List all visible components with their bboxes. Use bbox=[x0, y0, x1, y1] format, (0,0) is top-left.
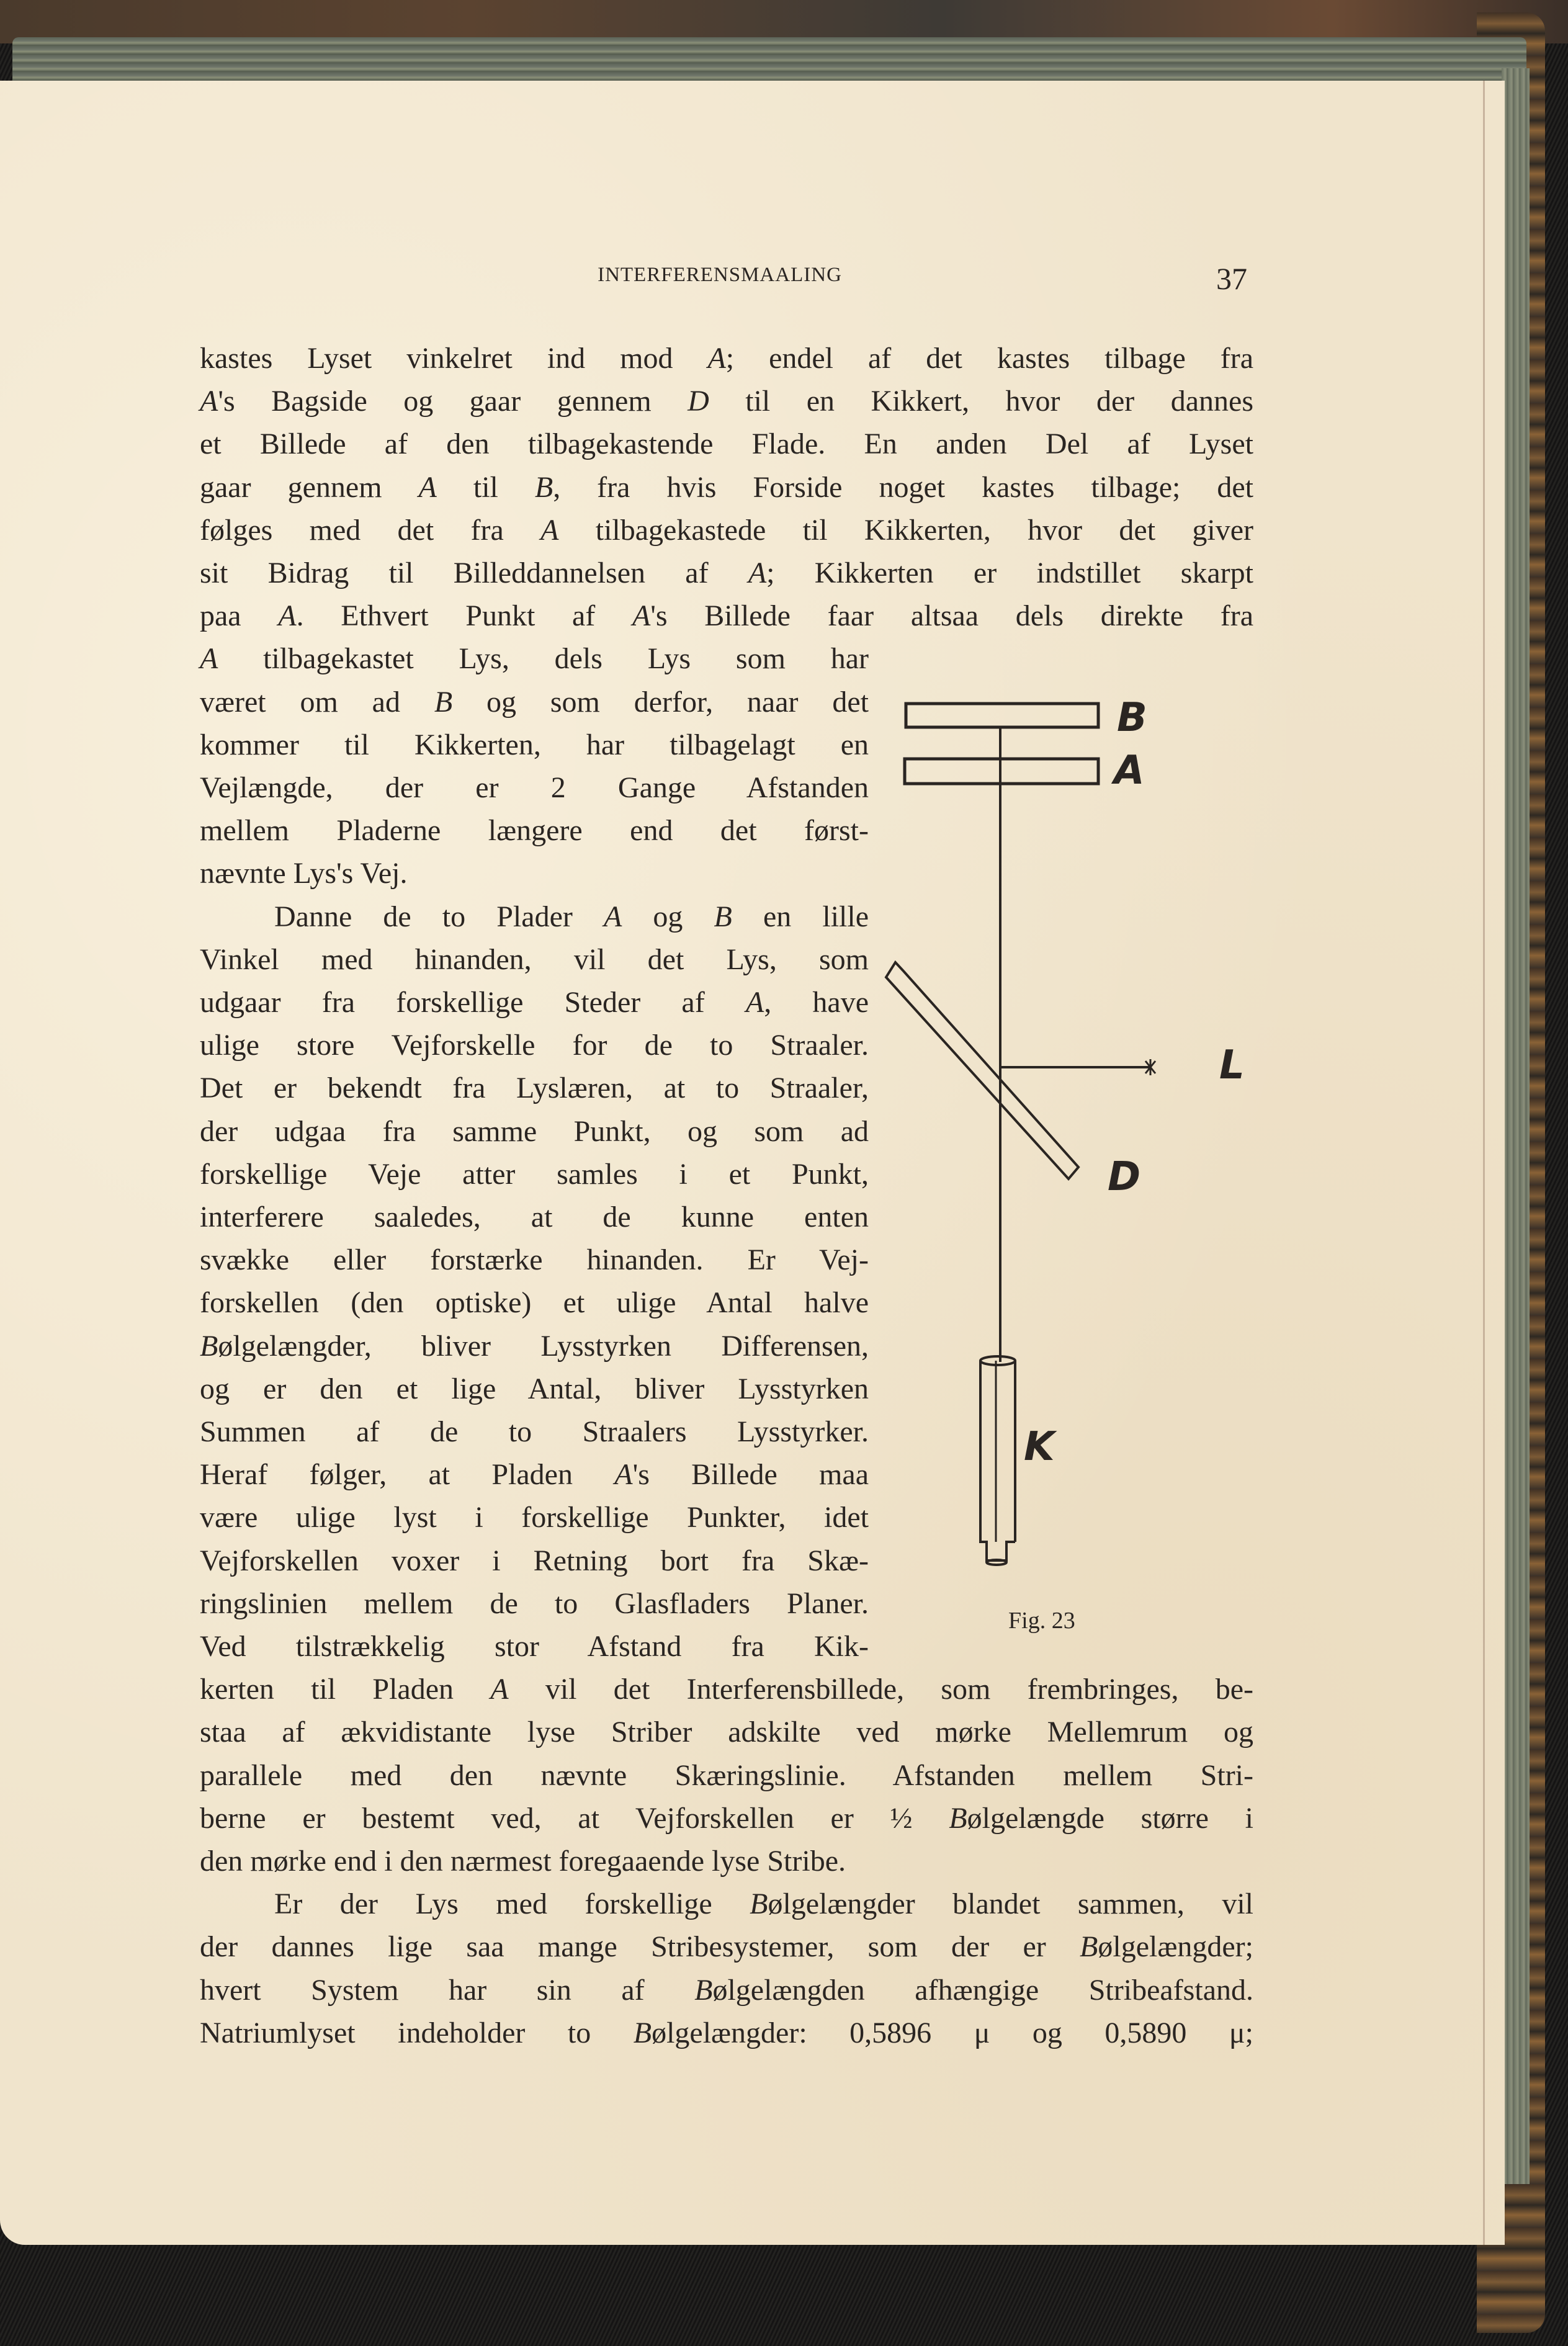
text-line: staa af ækvidistante lyse Striber adskilte ved mørke Mellemrum og bbox=[200, 1716, 1253, 1749]
symbol-a: A bbox=[745, 986, 764, 1019]
label-telescope: K bbox=[1024, 1424, 1055, 1470]
text-line: forskellen (den optiske) et ulige Antal halve bbox=[200, 1286, 869, 1320]
text-line: Danne de to Plader A og B en lille bbox=[274, 900, 869, 933]
text-line: sit Bidrag til Billeddannelsen af A; Kikkerten er indstillet skarpt bbox=[200, 557, 1254, 589]
text-line: Heraf følger, at Pladen A's Billede maa bbox=[200, 1458, 869, 1492]
text-line: der dannes lige saa mange Stribesystemer, som der er Bølgelængder; bbox=[200, 1930, 1253, 1964]
symbol-b: B bbox=[694, 1973, 713, 2007]
text-line: være ulige lyst i forskellige Punkter, idet bbox=[200, 1501, 869, 1534]
symbol-a: A bbox=[540, 513, 559, 547]
symbol-a: A bbox=[632, 599, 651, 633]
text-line: A's Bagside og gaar gennem D til en Kikkert, hvor der dannes bbox=[200, 385, 1253, 418]
text-line: forskellige Veje atter samles i et Punkt, bbox=[200, 1157, 869, 1191]
text-line: parallele med den nævnte Skæringslinie. Afstanden mellem Stri- bbox=[200, 1758, 1253, 1792]
text-line: Bølgelængder, bliver Lysstyrken Differensen, bbox=[200, 1329, 869, 1363]
symbol-a: A bbox=[200, 385, 218, 418]
page-number: 37 bbox=[1216, 261, 1247, 296]
text-line: gaar gennem A til B, fra hvis Forside noget kastes tilbage; det bbox=[200, 470, 1253, 504]
text-line: Summen af de to Straalers Lysstyrker. bbox=[200, 1415, 869, 1448]
text-line: berne er bestemt ved, at Vejforskellen er ½ Bølgelængde større i bbox=[200, 1801, 1254, 1835]
text-line: og er den et lige Antal, bliver Lysstyrken bbox=[200, 1372, 869, 1405]
label-light-source: L bbox=[1219, 1042, 1245, 1088]
symbol-a: A bbox=[748, 557, 767, 589]
text-line: mellem Pladerne længere end det først- bbox=[200, 814, 869, 848]
label-plate-d: D bbox=[1108, 1154, 1141, 1200]
page-stack-top-edge bbox=[12, 37, 1526, 82]
page-fold-line bbox=[1483, 81, 1485, 2245]
text-line: A tilbagekastet Lys, dels Lys som har bbox=[200, 642, 869, 676]
symbol-b: B bbox=[534, 470, 553, 504]
text-line: Vejlængde, der er 2 Gange Afstanden bbox=[200, 771, 869, 804]
symbol-a: A bbox=[707, 342, 726, 375]
text-line: været om ad B og som derfor, naar det bbox=[200, 685, 869, 719]
text-line: svække eller forstærke hinanden. Er Vej- bbox=[200, 1243, 869, 1277]
text-line: ringslinien mellem de to Glasfladers Planer. bbox=[200, 1587, 869, 1620]
text-line: Vejforskellen voxer i Retning bort fra Skæ- bbox=[200, 1544, 869, 1577]
symbol-a: A bbox=[603, 900, 622, 933]
text-line: udgaar fra forskellige Steder af A, have bbox=[200, 986, 869, 1019]
figure-caption: Fig. 23 bbox=[1008, 1608, 1075, 1634]
text-line: kastes Lyset vinkelret ind mod A; endel af det kastes tilbage fra bbox=[200, 342, 1254, 375]
text-line: følges med det fra A tilbagekastede til Kikkerten, hvor det giver bbox=[200, 513, 1254, 547]
label-plate-a: A bbox=[1114, 748, 1145, 794]
text-line: paa A. Ethvert Punkt af A's Billede faar altsaa dels direkte fra bbox=[200, 599, 1253, 633]
text-line: ulige store Vejforskelle for de to Straaler. bbox=[200, 1029, 869, 1062]
symbol-b: B bbox=[714, 900, 732, 933]
symbol-b: B bbox=[750, 1887, 768, 1921]
symbol-a: A bbox=[278, 599, 297, 633]
symbol-b: B bbox=[949, 1801, 967, 1835]
symbol-b: B bbox=[434, 685, 453, 719]
text-line: Vinkel med hinanden, vil det Lys, som bbox=[200, 942, 869, 976]
page-stack-right-edge bbox=[1502, 68, 1530, 2184]
symbol-a: A bbox=[418, 470, 437, 504]
symbol-d: D bbox=[688, 385, 709, 418]
symbol-a: A bbox=[490, 1673, 509, 1706]
text-line: kerten til Pladen A vil det Interferensbillede, som frembringes, be- bbox=[200, 1673, 1254, 1706]
symbol-b: B bbox=[633, 2016, 652, 2049]
text-line: Ved tilstrækkelig stor Afstand fra Kik- bbox=[200, 1630, 869, 1663]
text-line: kommer til Kikkerten, har tilbagelagt en bbox=[200, 728, 869, 761]
text-line: hvert System har sin af Bølgelængden afhængige Stribeafstand. bbox=[200, 1973, 1253, 2007]
text-line: Er der Lys med forskellige Bølgelængder blandet sammen, vil bbox=[274, 1887, 1253, 1921]
text-line: nævnte Lys's Vej. bbox=[200, 857, 408, 890]
symbol-a: A bbox=[614, 1458, 633, 1492]
symbol-b: B bbox=[1080, 1930, 1098, 1964]
text-line: interferere saaledes, at de kunne enten bbox=[200, 1201, 869, 1233]
text-line: et Billede af den tilbagekastende Flade. En anden Del af Lyset bbox=[200, 428, 1253, 461]
text-line: Det er bekendt fra Lyslæren, at to Straaler, bbox=[200, 1072, 869, 1105]
text-line: Natriumlyset indeholder to Bølgelængder: 0,5896 μ og 0,5890 μ; bbox=[200, 2016, 1254, 2049]
symbol-a: A bbox=[200, 642, 218, 676]
label-plate-b: B bbox=[1117, 695, 1147, 741]
text-line: der udgaa fra samme Punkt, og som ad bbox=[200, 1114, 869, 1148]
running-head: INTERFERENSMAALING bbox=[598, 264, 842, 286]
symbol-b: B bbox=[200, 1329, 218, 1363]
text-line: den mørke end i den nærmest foregaaende lyse Stribe. bbox=[200, 1845, 846, 1878]
